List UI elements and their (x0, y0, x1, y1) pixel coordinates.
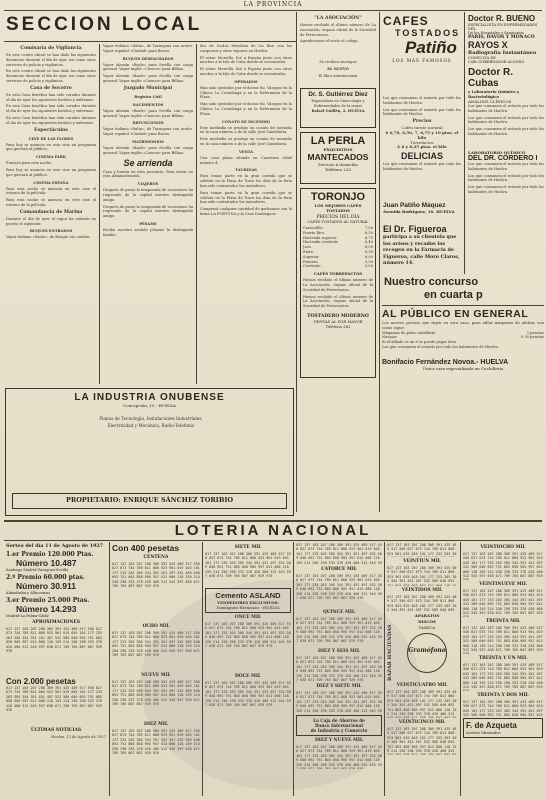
text: Vapor italiano «Italia», de Tarragona con aceite. Vapor español «Ciudad» para Buceo. (103, 127, 193, 137)
price-item-name: Si el afilado es un 6 se puede pagar bien (382, 340, 456, 345)
ad-toronjo (300, 188, 376, 378)
text: En esta Casa benéfica han sido curados durante el día de ayer los siguientes heridos y enfermos. (6, 92, 96, 102)
premio2-place: Almadraba y Alhucemas (6, 591, 51, 595)
ad-juan-patino (383, 202, 461, 222)
section-rule (4, 41, 296, 42)
cafes-body (383, 96, 461, 200)
toronjo-text (303, 278, 373, 314)
cafes-tag: LOS MÁS FAMOSOS (392, 58, 452, 63)
subheading: DEFUNCIONES (132, 121, 164, 126)
premio1-number: Número 10.487 (16, 558, 77, 568)
subheading: VIAJEROS (137, 182, 159, 187)
juan-name: Juan Patiño Máquez (383, 202, 446, 209)
loteria-footer: Huelva, 12 de Agosto de 1927 (51, 735, 106, 739)
price-item-value: 6,50 (364, 230, 373, 235)
col-rule (296, 12, 297, 512)
text: Los que consumen el señorío por todo los habitantes de Huelva. (383, 107, 461, 117)
col-rule (379, 12, 380, 512)
text: dos de Carlos Mendoza de los Ríos con los cargueros y otros vapores en Huelva. (200, 44, 292, 53)
text: En este centro oficial se han dado las siguientes denuncias durante el día de ayer, así como otros servicios de policía y vigilancia. (6, 69, 96, 83)
text: Han sido operados por el doctor Bo. Vázquez en la Clínica La Covadonga y en la Enfermería de la Plaza. (200, 85, 292, 100)
price-item-name: Caracolillo (303, 226, 323, 230)
nums: 017 137 163 207 288 309 391 425 489 517 556 627 673 744 789 811 860 923 961 019 045 101 177 233 263 305 344 391 451 497 532 589 640 692 751 803 858 905 957 012 066 118 159 214 250 298 333 378 420 460 512 545 597 638 671 709 765 807 867 929 976 (112, 562, 200, 589)
rayos-title: RAYOS X (468, 40, 508, 50)
subheading: VENTA (238, 149, 254, 154)
price-item-value: 2 pesetas (526, 330, 544, 335)
cafes-prices: Cafés tueste natural (401, 125, 443, 131)
milhead: VEINTIOCHO MIL (480, 545, 526, 550)
premio3-number: Número 14.293 (16, 604, 77, 614)
text: Este mediodía se produjo un conato de incendio en la casa número a de la calle José Candelaria. (200, 137, 292, 146)
text: Los que consumen el señorío por todo los habitantes de Huelva. (468, 104, 544, 113)
price-item-name: Navajas (382, 335, 397, 340)
nums: 017 137 163 207 288 309 391 425 489 517 556 627 673 744 789 811 860 923 961 019 045 101 177 233 263 305 344 391 451 497 532 589 640 692 751 803 858 905 957 012 (463, 700, 543, 718)
toronjo-footer2: VENTAS AL POR MAYOR (313, 319, 363, 325)
text: Durante el día de ayer el vapor ha entrado en puerto el siguiente: (6, 216, 96, 226)
ad-cafes-patino (383, 14, 461, 94)
text: Para tomar parte en la gran corrida que se celebra en la Plaza de Toros los días de la feria han sido contratados los matadores. (200, 190, 292, 205)
nums: 017 137 163 207 288 309 391 425 489 517 556 627 673 744 789 811 860 923 961 019 045 101 177 233 263 305 344 391 451 497 532 589 640 692 751 803 858 905 957 012 066 118 159 214 250 298 333 378 420 460 512 545 597 638 671 709 765 807 867 929 976 (205, 622, 291, 649)
subheading: TAURINAS (235, 168, 257, 173)
milhead: DIEZ Y NUEVE MIL (314, 738, 364, 743)
text: Los que consumen el señorío por todo los habitantes de Huelva. (383, 162, 461, 171)
text: Vapor alemán «Basle» para Sevilla con carga general. Vapor inglés «Cuenca» para Bilbao. (103, 108, 193, 118)
price-item-value: 7,00 (364, 226, 373, 230)
text: Una casa plana situada en Carretera Odiel número 4. (200, 155, 292, 165)
milhead: VEINTIDOS MIL (401, 588, 443, 593)
cafes-prices-line: $ 6,70, 6,50, 7, 6,75 y 10 ptas. el kilo (385, 129, 459, 140)
rule (382, 305, 544, 306)
nums: 017 137 163 207 288 309 391 425 489 517 556 627 673 744 789 811 860 923 961 019 045 101 177 233 263 30 (387, 543, 457, 556)
ad-industria-onubense (5, 388, 294, 516)
nums: 017 137 163 207 288 309 391 425 489 517 556 627 673 744 789 811 860 923 961 019 045 101 177 233 263 305 344 391 451 497 532 589 640 692 751 803 858 905 957 012 066 118 159 214 250 298 333 378 420 460 512 545 597 638 671 709 765 807 867 929 976 (112, 680, 200, 707)
subheading: BUQUES DESPACHADOS (122, 56, 174, 61)
delicias-title: DELICIAS (400, 151, 443, 162)
text: El señor Moreilla, fué a España junto con otros muchos a la Isla de Cuba donde se encontraba. (200, 55, 292, 65)
col-rule (99, 44, 100, 384)
toronjo-footer3: Teléfono 262 (325, 324, 351, 330)
text: Después de pasar la temporada de vacaciones ha regresado de la capital nuestro distinguido amigo. (103, 188, 193, 202)
aparatos: APARATOS (414, 613, 440, 618)
alpublico-body (382, 345, 544, 359)
nums: 017 137 163 207 288 309 391 425 489 517 556 627 673 744 789 811 860 923 961 019 045 101 177 233 263 305 344 391 451 497 532 589 640 692 751 803 858 905 957 012 066 118 159 214 250 298 333 378 420 460 512 545 59 (296, 691, 382, 713)
centenas: CENTENA (143, 555, 169, 560)
aproximaciones: APROXIMACIONES (32, 620, 80, 625)
col-rule (196, 44, 197, 384)
nums: 017 137 163 207 288 309 391 425 489 517 556 627 673 744 789 811 860 923 961 019 045 101 177 233 263 305 344 391 451 497 532 589 640 692 751 803 858 905 957 012 066 118 159 214 250 298 333 378 420 460 512 545 597 638 671 709 765 807 867 929 976 (205, 552, 291, 579)
nums: 017 137 163 207 288 309 391 425 489 517 556 627 673 744 789 811 860 923 961 019 045 101 177 233 263 305 344 391 451 497 532 589 640 692 751 803 858 905 957 012 066 118 159 214 250 298 333 378 420 460 512 545 597 638 671 709 765 807 867 929 (463, 589, 543, 616)
perla-product: MANTECADOS (307, 152, 369, 162)
toronjo-price-list (303, 226, 373, 269)
text: Los que consumen el señorío por todo los habitantes de Huelva. (468, 115, 544, 125)
discos: DISCOS (418, 619, 436, 624)
toronjo-tostados: CAFÉS TORREFACTOS (313, 271, 363, 277)
ad-gutierrez (300, 88, 376, 128)
text: EL NUEVO (327, 66, 349, 71)
bueno-spec: ESPECIALISTA EN ENFERMEDADES DEL (468, 23, 538, 31)
nums: 017 137 163 207 288 309 391 425 489 517 556 627 673 744 789 811 860 923 961 019 045 101 177 233 263 305 344 391 451 497 532 589 640 692 751 803 858 905 957 012 066 118 159 214 250 298 333 378 420 460 512 545 597 638 671 709 765 807 867 929 (463, 626, 543, 653)
section-local-col2 (103, 44, 193, 384)
text: En esta Casa benéfica han sido curados durante el día de ayer los siguientes heridos y enfermos. (6, 115, 96, 125)
milhead: TREINTA Y UN MIL (478, 656, 528, 661)
juan-address: Avenida Rodríguez, 16. HUELVA (383, 209, 455, 214)
alpublico-text: Los nuevos precios que rigen en esta casa, para afilar máquinas de afeitar, son como sigue: (382, 321, 544, 330)
toronjo-prices: PRECIOS DEL DÍA (316, 215, 360, 220)
milhead: VEINTICUATRO MIL (396, 683, 448, 688)
subheading: OPERADOS (234, 79, 258, 84)
text: Hemos recibido el último número de La Asociación, órgano oficial de la Sociedad de Ferroviarios. (303, 294, 373, 309)
con2000-numbers: 017 137 163 207 288 309 391 425 489 517 556 627 673 744 789 811 860 923 961 019 045 101 177 233 263 305 344 391 451 497 532 589 640 692 751 803 858 905 957 012 066 118 159 214 250 298 333 378 420 460 512 545 597 638 671 709 765 807 867 929 976 (6, 686, 102, 713)
price-item-value: 6,00 (364, 254, 373, 259)
caja-title: La Caja de Ahorros de (313, 718, 365, 723)
price-item-value: 5,50 (364, 259, 373, 264)
industria-owner: PROPIETARIO: ENRIQUE SÁNCHEZ TORIBIO (12, 493, 287, 509)
milhead: ONCE MIL (234, 615, 262, 620)
industria-address: Concepción, 10 - HUELVA (123, 403, 176, 408)
text: Para esta noche se anuncia en este cine el estreno de la película. (6, 198, 96, 207)
alpublico-footer: Bonifacio Fernández Novoa.- HUELVA (382, 358, 509, 366)
col-rule (460, 542, 461, 796)
price-item-name: Extra (303, 249, 313, 254)
nums: 017 137 163 207 288 309 391 425 489 517 556 627 673 744 789 811 860 923 961 019 045 101 177 233 263 305 344 391 451 497 532 589 640 692 751 803 858 905 957 012 066 118 159 214 250 298 333 378 420 460 512 545 59 (296, 543, 382, 565)
subheading: CONATO DE INCENDIO (222, 119, 270, 124)
alpublico-footer2: Única casa especializada en Cuchillería (422, 365, 504, 371)
bueno-spec3: PARÍS, DAVOS Y MÓNACO (468, 35, 535, 40)
text: Hemos recibido el último número de La Asociación, órgano oficial de la Sociedad de Ferroviarios. (300, 23, 376, 37)
subheading: CINEMA ESPAÑA (33, 180, 69, 185)
text: Han sido operados por el doctor Bo. Vázquez en la Clínica La Covadonga y en la Enfermería de la Plaza. (200, 102, 292, 116)
azqueta-sub: Aceites Minerales (466, 730, 501, 735)
ad-nuevo (300, 60, 376, 84)
cafes-brand: Patiño (405, 38, 457, 57)
premio1-label: 1.er Premio 120.000 Ptas. (6, 551, 94, 558)
sorteo: Sorteo del día 11 de Agosto de 1927 (6, 543, 104, 549)
loteria-col-d (463, 543, 543, 793)
asland-sub2: Domínguez Hermanos - HUELVA (216, 605, 280, 610)
price-item-name: Corriente (303, 264, 321, 269)
con400: Con 400 pesetas (112, 543, 180, 553)
section-local-col1 (6, 44, 96, 372)
price-item-value: 0,50 pesetas (521, 335, 544, 340)
cafes-title: CAFES (383, 14, 429, 28)
text: Los que consumen el señorío por todo los habitantes de Huelva. (468, 185, 544, 194)
col-rule (464, 12, 465, 274)
price-item-name: Puerto Rico (303, 230, 325, 235)
price-item-name: Hacienda corriente (303, 240, 339, 245)
price-item-name: Superior (303, 254, 319, 259)
caja-title3: de Industria y Comercio (310, 728, 368, 733)
premio2-number: Número 30.911 (16, 581, 77, 591)
price-item-value: 6,75 (364, 235, 373, 240)
milhead: SIETE MIL (234, 545, 262, 550)
toronjo-sub: LOS MEJORES CAFÉS TOSTADOS (314, 203, 362, 213)
nums: 017 137 163 207 288 309 391 425 489 517 556 627 673 744 789 811 860 923 961 019 045 101 177 233 263 305 344 391 451 497 532 589 640 692 751 803 858 905 957 012 066 118 15 (387, 566, 457, 586)
nums: 017 137 163 207 288 309 391 425 489 517 556 627 673 744 789 811 860 923 961 019 045 101 177 233 263 305 344 391 451 497 532 589 640 692 751 803 858 905 957 012 066 118 159 214 250 298 333 378 420 460 512 545 597 638 671 709 765 807 867 929 976 (112, 729, 200, 756)
nums: 017 137 163 207 288 309 391 425 489 517 556 627 673 744 789 811 860 923 961 019 045 101 177 233 263 305 344 391 451 497 532 589 640 692 751 803 858 905 957 012 066 118 159 214 250 298 333 378 420 460 512 545 597 638 671 709 765 807 867 929 (463, 552, 543, 579)
loteria-prizes (6, 543, 106, 793)
text: Reciba nuestro sentido pésame la distinguida familia. (103, 227, 193, 237)
heading-marina: Comandancia de Marina (19, 209, 83, 215)
consulta: CONSULTA DE (468, 56, 496, 60)
nums: 017 137 163 207 288 309 391 425 489 517 556 627 673 744 789 811 860 923 961 019 045 101 177 233 263 305 344 391 451 497 532 589 640 692 751 803 858 905 957 012 066 118 159 214 250 298 333 378 420 460 512 545 597 638 671 709 765 807 867 929 976 (112, 631, 200, 658)
heading-espectaculos: Espectáculos (34, 127, 68, 133)
text: Vapor alemán «Basle» para Sevilla con carga general. Vapor inglés «Cuenca» para Bilbao. (103, 62, 193, 72)
col-rule (109, 542, 110, 796)
text: Para hoy se anuncia en este cine un programa que gustará al público. (6, 142, 96, 152)
ad-al-publico (382, 308, 544, 384)
text: Comprará cualquier cantidad de garbanzos con la firma LA FORTUNA y la Casa Domínguez. (200, 207, 292, 216)
cafes-sub: TOSTADOS (395, 28, 461, 38)
text: Para hoy se anuncia en este cine un programa que gustará al público. (6, 167, 96, 177)
con2000: Con 2.000 pesetas (6, 677, 76, 686)
consulta-address: Calle GOBERNADOR ALONSO (468, 60, 525, 64)
milhead: TREINTA Y DOS MIL (477, 693, 529, 698)
text: Función para esta noche. (6, 161, 53, 166)
radiografia: Radiografía Instantánea (468, 50, 537, 56)
masthead-rule (4, 10, 542, 11)
text: Vapor alemán «Basle» para Sevilla con carga general. Vapor inglés «Cuenca» para Bilbao. (103, 145, 193, 155)
subheading: CINEMA PARK (36, 155, 66, 160)
price-item-name: Primera (303, 259, 318, 264)
nums: 017 137 163 207 288 309 391 425 489 517 556 627 673 744 789 811 860 923 961 019 045 101 177 233 263 305 344 391 451 497 532 589 640 692 751 803 858 905 957 012 066 118 159 214 250 298 333 378 420 460 512 545 597 638 671 709 765 807 867 929 (463, 663, 543, 690)
subheading: BUQUES ENTRADOS (29, 229, 73, 234)
cordero-body (468, 162, 544, 212)
subheading: Registro Civil (134, 94, 162, 99)
nums: 017 137 163 207 288 309 391 425 489 517 556 627 673 744 789 811 860 923 961 019 045 101 177 233 263 305 344 391 451 497 532 589 640 692 751 803 858 905 957 012 066 118 159 214 250 298 333 378 420 460 512 545 597 638 671 709 765 807 867 929 976 (296, 656, 382, 682)
text: Este mediodía se produjo un conato de incendio en la casa número a de la calle José Candelaria. (200, 125, 292, 135)
milhead: DIEZ MIL (144, 722, 168, 727)
text: Hemos recibido el último número de La Asociación, órgano oficial de la Sociedad de Ferroviarios. (303, 278, 373, 292)
asland-sub: VENDEDORES EXCLUSIVOS: (217, 600, 279, 605)
price-row (303, 264, 373, 269)
gramofono: Gramófono (408, 647, 446, 654)
ad-azqueta (463, 718, 543, 738)
alpublico-title: AL PÚBLICO EN GENERAL (382, 308, 529, 320)
ad-figueroa (383, 224, 461, 274)
loteria-rule (4, 540, 542, 541)
text: Vapor italiano «Italia», de Tarragona con aceite. Vapor español «Ciudad» para Buceo. (103, 44, 193, 53)
text: Vapor italiano «Sante», de Bougie con carbón. (6, 235, 91, 240)
cubas-text: y Laboratorio Químico y Bacteriológico (468, 89, 520, 99)
text: En este centro oficial se han dado las siguientes denuncias durante el día de ayer, así como otros servicios de policía y vigilancia. (6, 53, 96, 67)
heading-juzgado: Juzgado Municipal (123, 85, 173, 91)
subheading: CINE DE LAS FLORES (28, 136, 74, 141)
nums: 017 137 163 207 288 309 391 425 489 517 556 627 673 744 789 811 860 923 961 019 045 101 177 233 263 305 344 391 451 497 532 589 640 692 (387, 595, 457, 611)
gutierrez-specialty: Especialista en Ginecología y Enfermedades de la mujer (311, 99, 365, 108)
cubas-title: Doctor R. Cubas (468, 67, 513, 89)
price-item-value: 6,50 (364, 249, 373, 254)
laboratorio: LABORATORIO QUÍMICO (468, 150, 526, 155)
price-item-value: 5,00 (364, 264, 373, 269)
premio3-label: 3.er Premio 25.000 Ptas. (6, 597, 90, 604)
milhead: OCHO MIL (142, 624, 170, 629)
analisis: ANÁLISIS CLÍNICOS (468, 99, 512, 104)
text: Vapor alemán «Basle» para Sevilla con carga general. Vapor inglés «Cuenca» para Bilbao. (103, 74, 193, 83)
perla-sub: EXQUISITOS (323, 147, 353, 152)
toronjo-footer: TOSTADERO MODERNO (307, 314, 369, 320)
text: Los que consumen el señorío por todo los habitantes de Huelva. (382, 344, 499, 349)
figueroa-text: participa a su clientela que los avisos y recados los recogen en la Farmacia de Figueroa, calle Moro Claros, número 14. (383, 234, 460, 267)
cubas-body (468, 104, 544, 150)
watermark-stain (140, 580, 420, 790)
nuestro-line1: Nuestro concurso (384, 276, 479, 288)
gutierrez-name: Dr. S. Gutiérrez Díez (308, 91, 368, 98)
bueno-title: Doctor R. BUENO (468, 14, 536, 23)
nums: 017 137 163 207 288 309 391 425 489 517 556 627 673 744 789 811 860 923 961 019 045 101 177 233 263 305 344 391 451 497 532 589 640 692 751 803 858 905 957 012 066 118 159 214 250 298 333 378 420 460 512 545 597 638 671 709 765 807 867 929 976 (296, 574, 382, 601)
text: Los que consumen el señorío por todo los habitantes de Huelva. (468, 173, 544, 183)
toronjo-title: TORONJO (310, 191, 366, 203)
nuestro-line2: en cuarta p (424, 289, 483, 301)
nums: 017 137 163 207 288 309 391 425 489 517 556 627 673 744 789 811 860 923 961 019 045 101 177 233 263 305 344 391 451 497 532 589 640 692 751 803 858 905 957 012 066 118 159 214 250 298 333 378 420 460 512 (387, 727, 457, 754)
cafes-torrefactos-line: $ 6 y 6,25 ptas. el kilo (397, 144, 447, 150)
caja-title2: Banco Internacional (315, 723, 363, 728)
industria-title: LA INDUSTRIA ONUBENSE (74, 392, 225, 403)
text: Casa y huerta en esta provincia. Para tratar en esta Administración. (103, 169, 193, 179)
cordero: DEL DR. CORDERO I (468, 155, 538, 162)
text: Para tomar parte en la gran corrida que se celebra en la Plaza de Toros los días de la feria han sido contratados los matadores. (200, 174, 292, 188)
text: Después de pasar la temporada de vacaciones ha regresado de la capital nuestro distinguido amigo. (103, 204, 193, 219)
text: Agradecemos el envío al colega. (300, 39, 359, 44)
figueroa-title: El Dr. Figueroa (383, 224, 447, 234)
text: Los que consumen el señorío por todo los habitantes de Huelva. (383, 96, 461, 105)
price-item-name: Hacienda superior (303, 235, 337, 240)
price-item-value: 6,50 (364, 245, 373, 250)
nums: 017 137 163 207 288 309 391 425 489 517 556 627 673 744 789 811 860 923 961 019 045 101 177 233 263 305 344 391 451 497 532 589 640 692 751 803 858 905 957 012 066 118 159 214 250 298 333 378 420 460 512 545 597 638 671 709 765 807 867 929 976 (296, 617, 382, 644)
heading-comisaria: Comisaría de Vigilancia (20, 46, 82, 51)
footer2: ÚLTIMAS NOTICIAS (30, 728, 82, 733)
industria-services: Planos de Tecnología, Instalaciones Industriales, Electricidad y Mecánica, Radio-Telefonía (99, 416, 203, 428)
price-item-name: Máquinas de pelar caballería (382, 330, 436, 335)
nums: 017 137 163 207 288 309 391 425 489 517 556 627 673 744 789 811 860 923 961 019 045 101 177 233 263 305 344 391 451 497 532 589 640 692 751 803 858 905 957 012 066 118 159 214 250 298 333 378 420 460 512 545 59 (296, 745, 382, 767)
milhead: DOCE MIL (234, 674, 261, 679)
price-item-name: Java (303, 245, 311, 250)
nums: 017 137 163 207 288 309 391 425 489 517 556 627 673 744 789 811 860 923 961 019 045 101 177 233 263 305 344 391 451 497 532 589 640 692 751 803 858 905 957 012 066 118 159 214 250 298 333 378 420 460 512 545 597 638 671 709 765 807 867 929 976 (205, 681, 291, 708)
premio1-place: Santiago Madrid-Zaragoza-Sevilla (6, 568, 69, 572)
ad-la-perla (300, 132, 376, 184)
bazar: BAZAR HACIENDAS (387, 624, 393, 681)
milhead: CATORCE MIL (321, 567, 357, 572)
text: En esta Casa benéfica han sido curados durante el día de ayer los siguientes heridos y enfermos. (6, 104, 96, 114)
milhead: DIEZ Y SIETE MIL (316, 684, 362, 689)
masthead: LA PROVINCIA (243, 1, 303, 8)
ad-asociacion (300, 14, 376, 58)
section-local-col3 (200, 44, 292, 384)
milhead: VEINTICINCO MIL (398, 720, 446, 725)
azqueta-title: F. de Azqueta (466, 721, 517, 730)
loteria-title: LOTERIA NACIONAL (174, 522, 372, 539)
milhead: VEINTINUEVE MIL (479, 582, 527, 587)
milhead: QUINCE MIL (322, 610, 356, 615)
price-item-value: 6,40 (364, 240, 373, 245)
nuestro-concurso (384, 276, 544, 302)
milhead: TREINTA MIL (485, 619, 521, 624)
text: El libro internacional (318, 73, 358, 78)
nums: 017 137 163 207 288 309 391 425 489 517 556 627 673 744 789 811 860 923 961 019 045 101 177 233 263 305 344 391 451 497 532 589 640 692 751 803 858 905 957 012 066 118 159 214 250 298 333 378 420 460 512 (387, 690, 457, 717)
text: El señor Moreilla, fué a España junto con otros muchos a la Isla de Cuba donde se encontraba. (200, 67, 292, 76)
toronjo-prices2: CAFÉS TOSTADOS AL NATURAL (307, 220, 369, 224)
alpublico-list (382, 331, 544, 345)
cafes-prices-label: Precios (412, 119, 432, 125)
gutierrez-address: Rafael Guillén, 2. HUELVA (311, 108, 365, 113)
milhead: NUEVE MIL (141, 673, 171, 678)
subheading: MATRIMONIOS (132, 139, 164, 144)
marca: MARCA (419, 625, 435, 630)
asociacion-title: "LA ASOCIACIÓN" (314, 16, 362, 21)
heading-socorro: Casa de Socorro (30, 85, 72, 91)
premio2-label: 2.º Premio 60.000 ptas. (6, 574, 85, 581)
aprox-numbers: 017 137 163 207 288 309 391 425 489 517 556 627 673 744 789 811 860 923 961 019 045 101 177 233 263 305 344 391 451 497 532 589 640 692 751 803 858 905 957 012 066 118 159 214 250 298 333 378 420 460 512 545 597 638 671 709 765 807 867 929 976 (6, 627, 102, 654)
heading-se-arrienda: Se arrienda (123, 157, 173, 168)
text: Se reciben encargos (319, 60, 357, 64)
ad-doctor-bueno (468, 14, 544, 274)
text: Los que consumen el señorío por todo los habitantes de Huelva. (468, 162, 544, 171)
milhead: DIEZ Y SEIS MIL (318, 649, 360, 654)
subheading: NACIMIENTOS (132, 102, 164, 107)
cafes-torrefactos: Torrefactos (410, 139, 434, 145)
section-local-title: SECCION LOCAL (6, 14, 203, 35)
bueno-spec2: De los Hospitales y Sanatorios (468, 31, 524, 35)
perla-phone: Teléfono 233 (324, 167, 352, 172)
text: Para esta noche se anuncia en este cine el estreno de la película. (6, 186, 96, 196)
perla-service: Servicio á domicilio (318, 162, 358, 167)
premio3-place: Madrid-La Palma-Cádiz (6, 614, 49, 618)
subheading: PÉSAME (139, 221, 157, 226)
milhead: VEINTIUN MIL (403, 559, 441, 564)
asland-title: Cemento ASLAND (215, 591, 281, 600)
text: Los que consumen el señorío por todo los habitantes de Huelva. (468, 127, 544, 136)
perla-title: LA PERLA (310, 135, 366, 147)
